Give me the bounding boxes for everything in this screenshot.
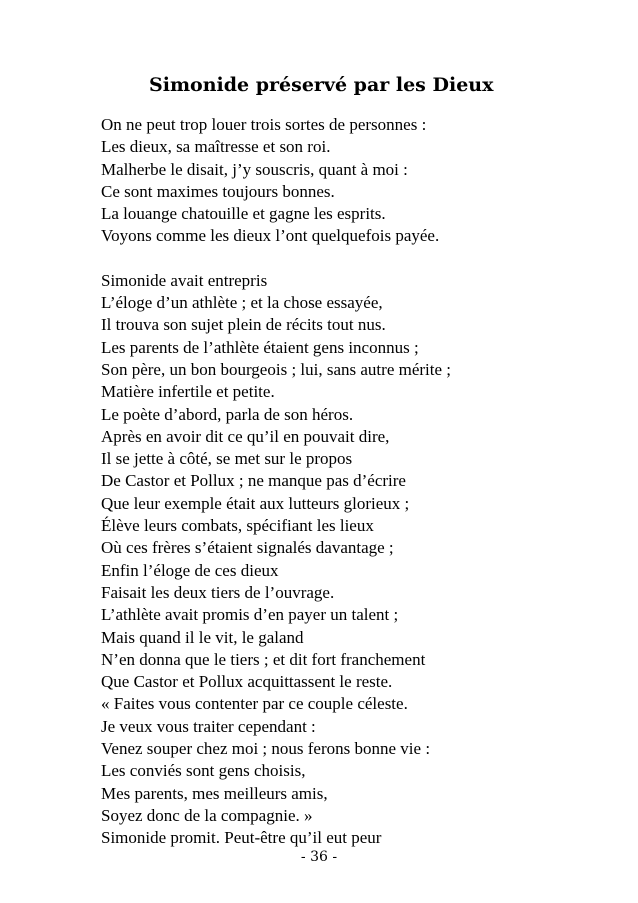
verse-line: Les conviés sont gens choisis, [101, 761, 306, 781]
verse-line: Les dieux, sa maîtresse et son roi. [101, 137, 331, 157]
poem-title: Simonide préservé par les Dieux [149, 74, 494, 96]
stanza-2 [101, 270, 581, 850]
verse-line: On ne peut trop louer trois sortes de personnes : [101, 115, 427, 134]
verse-line: Voyons comme les dieux l’ont quelquefois payée. [101, 226, 440, 246]
verse-line: Il se jette à côté, se met sur le propos [101, 449, 353, 469]
stanza-1 [101, 114, 581, 248]
verse-line: Ce sont maximes toujours bonnes. [101, 181, 335, 201]
verse-line: « Faites vous contenter par ce couple céleste. [101, 694, 408, 714]
verse-line: Enfin l’éloge de ces dieux [101, 560, 279, 580]
verse-line: Les parents de l’athlète étaient gens inconnus ; [101, 337, 419, 357]
verse-line: Élève leurs combats, spécifiant les lieux [101, 516, 374, 536]
verse-line: La louange chatouille et gagne les esprits. [101, 204, 386, 224]
page-content [101, 72, 581, 850]
verse-line: Son père, un bon bourgeois ; lui, sans autre mérite ; [101, 359, 452, 379]
verse-line: Simonide avait entrepris [101, 270, 268, 290]
verse-line: Que leur exemple était aux lutteurs glorieux ; [101, 493, 410, 513]
verse-line: N’en donna que le tiers ; et dit fort franchement [101, 649, 426, 669]
verse-line: Après en avoir dit ce qu’il en pouvait dire, [101, 426, 390, 446]
verse-line: Faisait les deux tiers de l’ouvrage. [101, 582, 335, 602]
verse-line: Que Castor et Pollux acquittassent le reste. [101, 672, 393, 692]
verse-line: Malherbe le disait, j’y souscris, quant à moi : [101, 159, 408, 179]
verse-line: De Castor et Pollux ; ne manque pas d’écrire [101, 471, 406, 491]
verse-line: Il trouva son sujet plein de récits tout nus. [101, 315, 386, 335]
verse-line: Mes parents, mes meilleurs amis, [101, 783, 328, 803]
verse-line: Mais quand il le vit, le galand [101, 627, 304, 647]
verse-line: Simonide promit. Peut-être qu’il eut peur [101, 828, 382, 848]
verse-line: Soyez donc de la compagnie. » [101, 805, 313, 825]
verse-line: Matière infertile et petite. [101, 382, 275, 402]
verse-line: L’éloge d’un athlète ; et la chose essayée, [101, 293, 383, 313]
verse-line: Où ces frères s’étaient signalés davantage ; [101, 538, 394, 558]
verse-line: Venez souper chez moi ; nous ferons bonne vie : [101, 739, 431, 759]
verse-line: L’athlète avait promis d’en payer un talent ; [101, 605, 399, 625]
verse-line: Le poète d’abord, parla de son héros. [101, 404, 354, 424]
page-number: - 36 - [300, 849, 338, 865]
verse-line: Je veux vous traiter cependant : [101, 716, 316, 736]
